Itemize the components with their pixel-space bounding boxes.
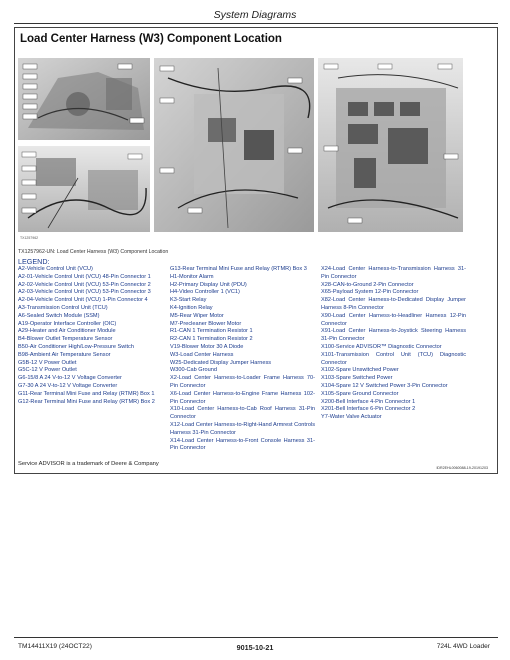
legend-entry: X24-Load Center Harness-to-Transmission Harness 31-Pin Connector [321, 266, 466, 280]
footer-page-number: 9015-10-21 [236, 643, 274, 652]
legend-entry: W3-Load Center Harness [170, 351, 234, 358]
legend-entry: X90-Load Center Harness-to-Headliner Harness 12-Pin Connector [321, 312, 466, 327]
component-location-figure [18, 58, 463, 238]
legend-entry: A29-Heater and Air Conditioner Module [18, 328, 116, 335]
legend-column-3 [321, 266, 466, 422]
footer-manual-id: TM14411X19 (24OCT22) [18, 643, 92, 650]
legend-entry: M7-Precleaner Blower Motor [170, 320, 242, 327]
legend-entry: M5-Rear Wiper Motor [170, 312, 224, 319]
footer-divider [14, 637, 498, 638]
footer-model: 724L 4WD Loader [436, 643, 490, 650]
legend-entry: X2-Load Center Harness-to-Loader Frame Harness 70-Pin Connector [170, 375, 315, 389]
legend-entry: X104-Spare 12 V Switched Power 3-Pin Connector [321, 382, 448, 389]
legend-entry: X200-Bell Interface 4-Pin Connector 1 [321, 398, 416, 405]
document-code: IDR2EHL0060088-19-20191203 [436, 466, 488, 470]
legend-entry: A6-Sealed Switch Module (SSM) [18, 312, 100, 319]
legend-entry: X14-Load Center Harness-to-Front Console Harness 31-Pin Connector [170, 437, 315, 452]
photo-panel-console [18, 146, 150, 232]
legend-entry: X103-Spare Switched Power [321, 375, 393, 382]
legend-entry: H4-Video Controller 1 (VC1) [170, 289, 240, 296]
figure-caption: TX1257962-UN: Load Center Harness (W3) Component Location [18, 249, 169, 255]
legend-entry: R1-CAN 1 Termination Resistor 1 [170, 328, 253, 335]
legend-entry: B4-Blower Outlet Temperature Sensor [18, 336, 113, 343]
legend-entry: X100-Service ADVISOR™ Diagnostic Connector [321, 343, 442, 350]
header-divider [14, 23, 498, 24]
photo-panel-rear-wall [154, 58, 314, 232]
legend-entry: H1-Monitor Alarm [170, 273, 214, 280]
legend-column-2 [170, 266, 315, 453]
legend-entry: G5C-12 V Power Outlet [18, 367, 77, 374]
legend-entry: R2-CAN 1 Termination Resistor 2 [170, 336, 253, 343]
legend-entry: K4-Ignition Relay [170, 304, 213, 311]
legend-entry: A2-03-Vehicle Control Unit (VCU) 53-Pin Connector 3 [18, 289, 151, 296]
legend-entry: X12-Load Center Harness-to-Right-Hand Armrest Controls Harness 31-Pin Connector [170, 421, 315, 436]
legend-entry: V19-Blower Motor 30 A Diode [170, 343, 244, 350]
legend-entry: A2-01-Vehicle Control Unit (VCU) 48-Pin Connector 1 [18, 273, 151, 280]
legend-entry: W25-Dedicated Display Jumper Harness [170, 359, 272, 366]
legend-entry: A3-Transmission Control Unit (TCU) [18, 304, 108, 311]
photo-panel-cab-interior [18, 58, 150, 140]
legend-entry: G7-30 A 24 V-to-12 V Voltage Converter [18, 382, 118, 389]
legend-entry: X201-Bell Interface 6-Pin Connector 2 [321, 406, 416, 413]
legend-column-1 [18, 266, 163, 406]
legend-entry: A19-Operator Interface Controller (OIC) [18, 320, 117, 327]
legend-entry: X6-Load Center Harness-to-Engine Frame Harness 102-Pin Connector [170, 390, 315, 405]
figure-id: TX1257962 [20, 236, 39, 240]
legend-entry: X91-Load Center Harness-to-Joystick Steering Harness 31-Pin Connector [321, 328, 466, 343]
photo-panel-load-center [318, 58, 463, 232]
legend-entry: Y7-Water Valve Actuator [321, 414, 382, 421]
legend-entry: A2-02-Vehicle Control Unit (VCU) 53-Pin Connector 2 [18, 281, 151, 288]
legend-entry: A2-Vehicle Control Unit (VCU) [18, 266, 93, 272]
legend-entry: B50-Air Conditioner High/Low-Pressure Switch [18, 343, 134, 350]
legend-entry: G12-Rear Terminal Mini Fuse and Relay (RTMR) Box 2 [18, 398, 155, 405]
legend-entry: G11-Rear Terminal Mini Fuse and Relay (RTMR) Box 1 [18, 390, 155, 397]
legend-entry: K3-Start Relay [170, 297, 207, 304]
legend-entry: B98-Ambient Air Temperature Sensor [18, 351, 111, 358]
legend-title: LEGEND: [18, 257, 50, 266]
legend-entry: H2-Primary Display Unit (PDU) [170, 281, 247, 288]
legend-entry: X28-CAN-to-Ground 2-Pin Connector [321, 281, 414, 288]
legend-entry: W300-Cab Ground [170, 367, 217, 374]
section-title: Load Center Harness (W3) Component Location [20, 33, 282, 45]
legend-entry: X65-Payload System 12-Pin Connector [321, 289, 419, 296]
legend-entry: X101-Transmission Control Unit (TCU) Diagnostic Connector [321, 351, 466, 366]
legend-entry: G13-Rear Terminal Mini Fuse and Relay (RTMR) Box 3 [170, 266, 307, 272]
legend-entry: A2-04-Vehicle Control Unit (VCU) 1-Pin Connector 4 [18, 297, 148, 304]
legend-entry: X10-Load Center Harness-to-Cab Roof Harness 31-Pin Connector [170, 406, 315, 421]
legend-entry: G5B-12 V Power Outlet [18, 359, 77, 366]
page-header-title: System Diagrams [213, 9, 297, 21]
legend-entry: X82-Load Center Harness-to-Dedicated Display Jumper Harness 8-Pin Connector [321, 297, 466, 311]
legend-entry: X105-Spare Ground Connector [321, 390, 399, 397]
trademark-note: Service ADVISOR is a trademark of Deere & Company [18, 461, 159, 467]
legend-entry: X102-Spare Unswitched Power [321, 367, 399, 374]
legend-entry: G6-15/8 A 24 V-to-12 V Voltage Converter [18, 375, 122, 382]
